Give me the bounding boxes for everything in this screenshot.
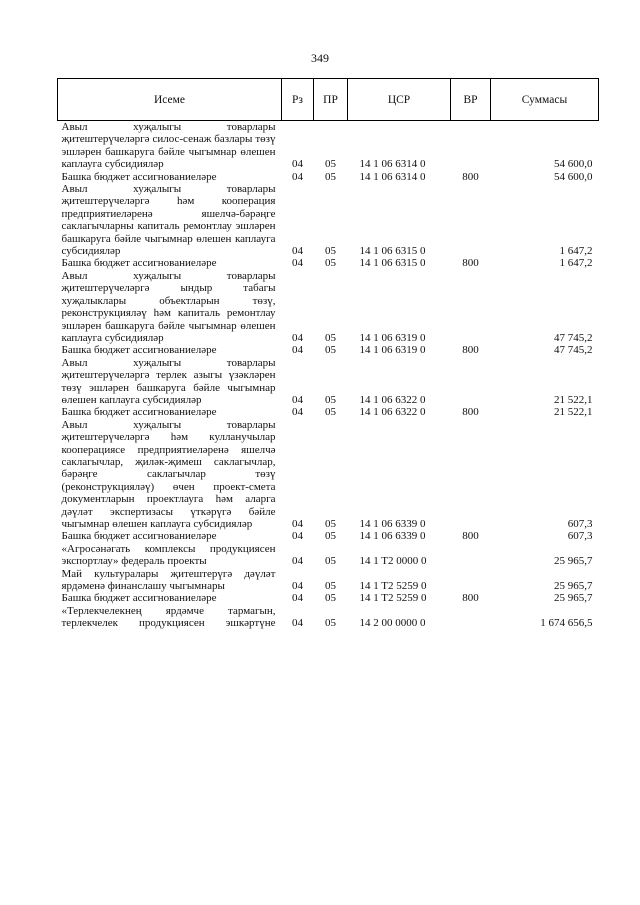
- row-rz: 04: [292, 617, 303, 630]
- row-sum: 607,3: [567, 530, 593, 543]
- row-sum: 25 965,7: [554, 555, 593, 568]
- header-vr: ВР: [451, 79, 491, 121]
- table-row: [58, 257, 599, 269]
- row-rz: 04: [292, 158, 303, 171]
- row-vr: 800: [462, 257, 479, 270]
- row-name: Авыл хуҗалыгы товарлары җитештерүчеләргә һәм кооперация предприятиеләренә яшелчә-бәрәңге саклагычларны капиталь ремонтлау эшләрен башкаруга бәйле чыгымнар өлешен каплауга субсидияләр: [61, 183, 276, 258]
- table-row: [58, 419, 599, 531]
- row-pr: 05: [325, 393, 336, 406]
- row-vr: [451, 270, 491, 344]
- row-name: Башка бюджет ассигнованиеләре: [61, 406, 217, 419]
- row-name: Башка бюджет ассигнованиеләре: [61, 530, 217, 543]
- row-rz: 04: [292, 592, 303, 605]
- row-csr: 14 1 06 6315 0: [359, 245, 426, 258]
- row-csr: 14 1 T2 0000 0: [359, 555, 427, 568]
- row-vr: [451, 183, 491, 257]
- row-csr: 14 1 06 6339 0: [359, 530, 426, 543]
- row-vr: 800: [462, 344, 479, 357]
- row-csr: 14 1 06 6314 0: [359, 170, 426, 183]
- table-header-row: [58, 79, 599, 121]
- row-rz: 04: [292, 257, 303, 270]
- row-sum: 25 965,7: [554, 592, 593, 605]
- row-sum: 21 522,1: [554, 406, 593, 419]
- table-row: [58, 530, 599, 542]
- row-vr: [451, 357, 491, 407]
- row-sum: 54 600,0: [554, 170, 593, 183]
- row-csr: 14 1 T2 5259 0: [359, 592, 427, 605]
- row-csr: 14 1 06 6314 0: [359, 158, 426, 171]
- row-vr: 800: [462, 170, 479, 183]
- row-name: «Агросәнәгать комплексы продукциясен экспортлау» федераль проекты: [61, 542, 276, 568]
- row-csr: 14 1 06 6319 0: [359, 344, 426, 357]
- table-row: [58, 592, 599, 604]
- row-sum: 47 745,2: [554, 344, 593, 357]
- row-vr: [451, 543, 491, 568]
- row-sum: 1 647,2: [559, 245, 593, 258]
- row-sum: 25 965,7: [554, 580, 593, 593]
- row-rz: 04: [292, 331, 303, 344]
- row-pr: 05: [325, 406, 336, 419]
- row-sum: 1 647,2: [559, 257, 593, 270]
- row-name: Авыл хуҗалыгы товарлары җитештерүчеләргә терлек азыгы үзәкләрен төзү эшләрен башкаруга бәйле чыгымнар өлешен каплауга субсидияләр: [61, 356, 276, 406]
- table-row: [58, 183, 599, 257]
- header-pr: ПР: [314, 79, 348, 121]
- row-name: Башка бюджет ассигнованиеләре: [61, 257, 217, 270]
- row-vr: 800: [462, 406, 479, 419]
- table-row: [58, 344, 599, 356]
- row-pr: 05: [325, 158, 336, 171]
- table-row: [58, 357, 599, 407]
- header-rz: Рз: [282, 79, 314, 121]
- row-rz: 04: [292, 406, 303, 419]
- row-pr: 05: [325, 530, 336, 543]
- row-rz: 04: [292, 170, 303, 183]
- row-vr: [451, 419, 491, 531]
- row-rz: 04: [292, 245, 303, 258]
- table-row: [58, 121, 599, 171]
- row-pr: 05: [325, 518, 336, 530]
- row-csr: 14 1 06 6315 0: [359, 257, 426, 270]
- page-number: 349: [311, 51, 329, 65]
- row-name: Башка бюджет ассигнованиеләре: [61, 170, 217, 183]
- row-sum: 21 522,1: [554, 393, 593, 406]
- row-name: Авыл хуҗалыгы товарлары җитештерүчеләргә ындыр табагы хуҗалыклары объектларын төзү, реконструкцияләү һәм капиталь ремонтлау эшләрен башкаруга бәйле чыгымнар өлешен каплауга субсидияләр: [61, 269, 276, 344]
- table-row: [58, 171, 599, 183]
- row-csr: 14 1 06 6319 0: [359, 331, 426, 344]
- row-pr: 05: [325, 592, 336, 605]
- row-rz: 04: [292, 344, 303, 357]
- table-row: [58, 270, 599, 344]
- row-name: Авыл хуҗалыгы товарлары җитештерүчеләргә һәм кулланучылар кооперациясе предприятиеләренә яшелчә саклагычлар, җиләк-җимеш саклагычлар, бәрәңге саклагычлар төзү (реконструкцияләү) өчен проект-смета документларын проектлауга һәм аларга дәүләт экспертизасы үткәрүгә бәйле чыгымнар өлешен каплауга субсидияләр: [61, 418, 276, 530]
- row-sum: 47 745,2: [554, 331, 593, 344]
- row-pr: 05: [325, 257, 336, 270]
- row-csr: 14 1 T2 5259 0: [359, 580, 427, 593]
- row-pr: 05: [325, 344, 336, 357]
- row-vr: 800: [462, 592, 479, 605]
- header-csr: ЦСР: [348, 79, 451, 121]
- row-rz: 04: [292, 393, 303, 406]
- row-name: «Терлекчелекнең ярдәмче тармагын, терлекчелек продукциясен эшкәртүне: [61, 604, 276, 630]
- table-row: [58, 406, 599, 418]
- row-sum: 54 600,0: [554, 158, 593, 171]
- row-pr: 05: [325, 617, 336, 630]
- row-vr: 800: [462, 530, 479, 543]
- row-csr: 14 1 06 6322 0: [359, 406, 426, 419]
- row-pr: 05: [325, 170, 336, 183]
- header-name: Исеме: [58, 79, 282, 121]
- row-pr: 05: [325, 555, 336, 568]
- row-name: Май культуралары җитештерүгә дәүләт ярдәменә финанслашу чыгымнары: [61, 567, 276, 593]
- row-csr: 14 1 06 6339 0: [359, 518, 426, 530]
- row-pr: 05: [325, 331, 336, 344]
- row-csr: 14 2 00 0000 0: [359, 617, 426, 630]
- row-rz: 04: [292, 555, 303, 568]
- row-vr: [451, 605, 491, 630]
- table-row: [58, 568, 599, 593]
- budget-table: [57, 78, 599, 630]
- row-rz: 04: [292, 580, 303, 593]
- row-rz: 04: [292, 530, 303, 543]
- row-sum: 1 674 656,5: [540, 617, 593, 630]
- row-name: Башка бюджет ассигнованиеләре: [61, 344, 217, 357]
- row-name: Башка бюджет ассигнованиеләре: [61, 592, 217, 605]
- row-name: Авыл хуҗалыгы товарлары җитештерүчеләргә силос-сенаж базлары төзү эшләрен башкаруга бәйле чыгымнар өлешен каплауга субсидияләр: [61, 121, 276, 171]
- row-csr: 14 1 06 6322 0: [359, 393, 426, 406]
- row-vr: [451, 568, 491, 593]
- table-row: [58, 605, 599, 630]
- row-pr: 05: [325, 580, 336, 593]
- row-rz: 04: [292, 518, 303, 530]
- header-sum: Суммасы: [491, 79, 599, 121]
- row-sum: 607,3: [567, 518, 593, 530]
- table-row: [58, 543, 599, 568]
- row-vr: [451, 121, 491, 171]
- row-pr: 05: [325, 245, 336, 258]
